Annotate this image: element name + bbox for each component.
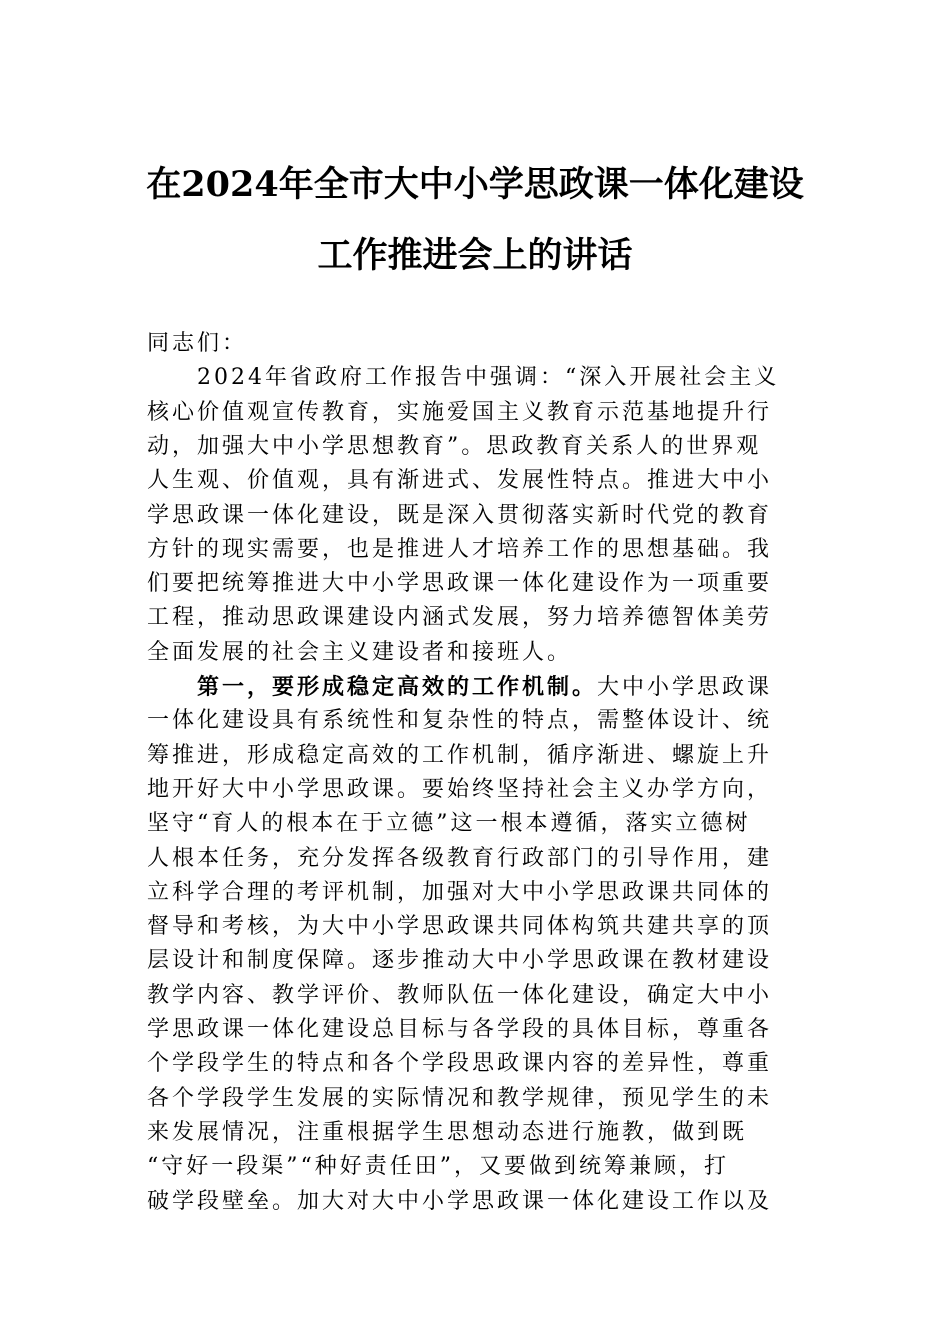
body-line [147,707,772,735]
body-line-text: 层设计和制度保障。逐步推动大中小学思政课在教材建设 [147,948,773,974]
body-line-text: 督导和考核，为大中小学思政课共同体构筑共建共享的顶 [147,914,773,940]
body-line [147,1050,772,1078]
body-line-text: 学思政课一体化建设，既是深入贯彻落实新时代党的教育 [147,502,773,528]
body-line [147,1119,747,1147]
body-line [147,742,772,770]
body-line [147,399,772,427]
body-line-text: 破学段壁垒。加大对大中小学思政课一体化建设工作以及 [147,1188,773,1214]
body-line-text: 全面发展的社会主义建设者和接班人。 [147,639,573,665]
body-line-text: 人生观、价值观，具有渐进式、发展性特点。推进大中小 [147,468,773,494]
body-line-text: 个学段学生的特点和各个学段思政课内容的差异性，尊重 [147,1051,773,1077]
document-title-line-2: 工作推进会上的讲话 [317,235,633,276]
body-line-text: 核心价值观宣传教育，实施爱国主义教育示范基地提升行 [147,399,773,425]
body-line-text: 各个学段学生发展的实际情况和教学规律，预见学生的未 [147,1085,773,1111]
body-line-text: 筹推进，形成稳定高效的工作机制，循序渐进、螺旋上升 [147,742,773,768]
body-line [147,1085,772,1113]
salutation: 同志们： [147,331,248,356]
body-line-text: 一体化建设具有系统性和复杂性的特点，需整体设计、统 [147,708,773,734]
body-line [147,433,761,461]
body-line [147,502,772,530]
body-line [147,913,772,941]
body-line [197,364,779,392]
body-line [147,845,772,873]
body-line [147,982,772,1010]
body-line-text: 2024年省政府工作报告中强调：“深入开展社会主义 [197,365,780,391]
body-line [147,1188,772,1216]
body-line [147,639,572,667]
body-line [197,673,772,701]
body-line [147,570,772,598]
body-line-text: 学思政课一体化建设总目标与各学段的具体目标，尊重各 [147,1017,773,1042]
body-line [147,1016,772,1044]
body-line [147,810,751,838]
body-line [147,776,772,804]
body-line-text: 立科学合理的考评机制，加强对大中小学思政课共同体的 [147,879,773,905]
body-line-text: 教学内容、教学评价、教师队伍一体化建设，确定大中小 [147,982,773,1008]
body-line-text: 地开好大中小学思政课。要始终坚持社会主义办学方向， [147,776,773,802]
body-line-bold-lead: 第一，要形成稳定高效的工作机制。 [197,674,598,700]
body-line-text: 方针的现实需要，也是推进人才培养工作的思想基础。我 [147,536,773,562]
body-line-text: 们要把统筹推进大中小学思政课一体化建设作为一项重要 [147,571,773,597]
body-line-text: “守好一段渠”“种好责任田”，又要做到统筹兼顾，打 [147,1154,729,1180]
body-line [147,1153,729,1181]
body-line-text: 大中小学思政课 [597,675,773,700]
body-line [147,467,772,495]
body-line-text: 动，加强大中小学思想教育”。思政教育关系人的世界观 [147,433,762,459]
body-line-text: 人根本任务，充分发挥各级教育行政部门的引导作用，建 [147,845,773,871]
document-title-line-1: 在2024年全市大中小学思政课一体化建设 [146,164,804,205]
body-line-text: 坚守“育人的根本在于立德”这一根本遵循，落实立德树 [147,811,751,837]
body-line [147,604,772,632]
body-line [147,947,772,975]
body-line-text: 工程，推动思政课建设内涵式发展，努力培养德智体美劳 [147,605,773,631]
body-line-text: 来发展情况，注重根据学生思想动态进行施教，做到既 [147,1119,748,1145]
body-line [147,879,772,907]
body-line [147,536,772,564]
